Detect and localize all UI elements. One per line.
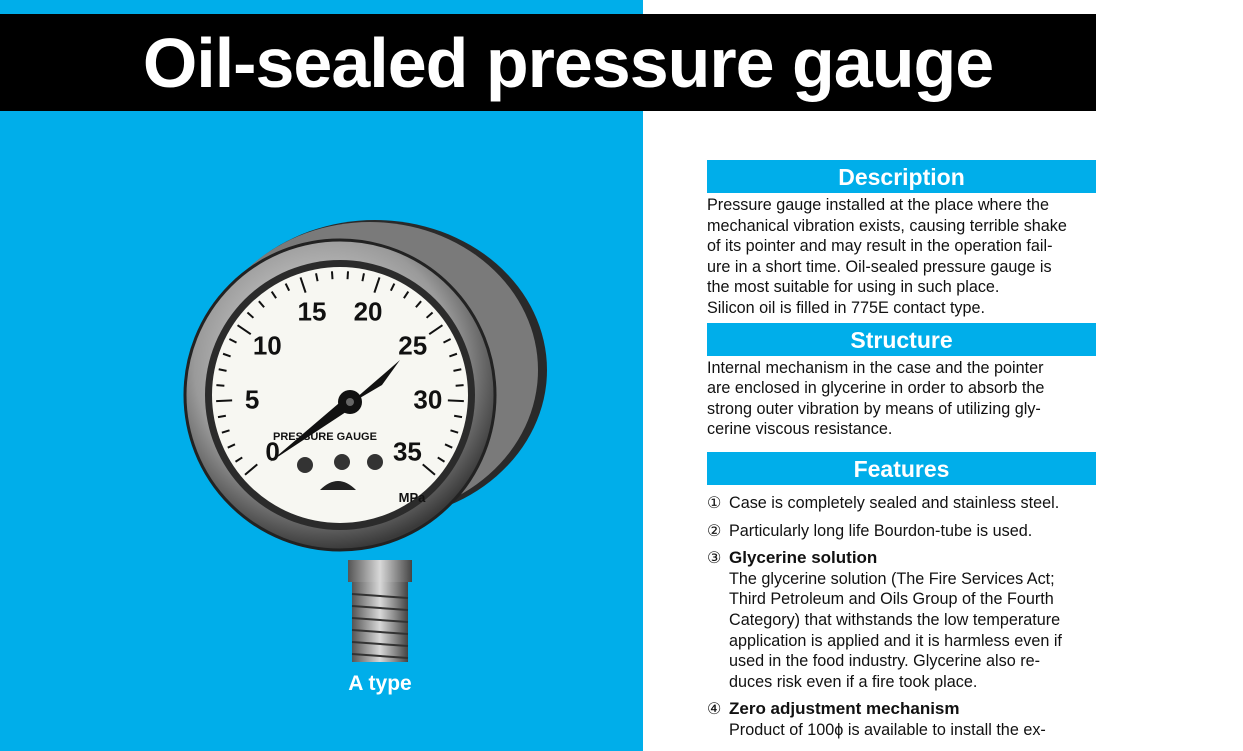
scale-label: 0: [265, 436, 280, 467]
scale-tick: [218, 416, 226, 417]
structure-heading: Structure: [707, 323, 1096, 356]
title-banner: [0, 14, 1096, 111]
features-heading: Features: [707, 452, 1096, 485]
feature-number: ②: [707, 521, 722, 540]
feature-text: Particularly long life Bourdon-tube is used.: [729, 521, 1033, 540]
description-heading: Description: [707, 160, 1096, 193]
pressure-gauge-illustration: [170, 210, 570, 670]
content-column: [707, 160, 1096, 740]
dial-unit: MPa: [398, 490, 426, 505]
scale-tick: [454, 416, 462, 417]
dial-text: PRESSURE GAUGE: [273, 431, 377, 443]
scale-label: 10: [252, 330, 282, 361]
feature-title: Zero adjustment mechanism: [729, 699, 960, 719]
scale-tick: [348, 271, 349, 279]
scale-label: 20: [353, 296, 383, 327]
feature-title: Glycerine solution: [729, 548, 878, 568]
feature-number: ③: [707, 549, 722, 568]
scale-tick: [332, 271, 333, 279]
feature-number: ④: [707, 700, 722, 719]
structure-text: Internal mechanism in the case and the pointer are enclosed in glycerine in order to absorb the strong outer vibration by means of utilizing gly- cerine viscous resistance.: [707, 358, 1045, 439]
gauge-photo: [170, 210, 570, 670]
scale-label: 15: [297, 296, 327, 327]
description-text: Pressure gauge installed at the place where the mechanical vibration exists, causing terrible shake of its pointer and may result in the operation fail- ure in a short time. Oil-sealed pressure gauge is the most suitable for using in such place. Silicon oil is filled in 775E contact type.: [707, 196, 1067, 317]
scale-label: 35: [392, 436, 422, 467]
scale-tick: [456, 385, 464, 386]
feature-text: Case is completely sealed and stainless steel.: [729, 493, 1060, 512]
scale-tick: [448, 400, 464, 401]
feature-item: [707, 493, 1096, 514]
feature-item: ④ Zero adjustment mechanism Product of 100ϕ is available to install the ex-: [707, 699, 1096, 740]
scale-tick: [216, 400, 232, 401]
scale-label: 5: [244, 384, 260, 415]
image-caption: A type: [348, 672, 412, 695]
feature-number: ①: [707, 493, 722, 512]
feature-item: ③ Glycerine solution The glycerine solution (The Fire Services Act; Third Petroleum and Oils Group of the Fourth Category) that withstands the low temperature application is applied and it is harmless even if used in the food industry. Glycerine also re- duces risk even if a fire took place.: [707, 548, 1096, 692]
scale-label: 30: [413, 384, 443, 415]
feature-item: [707, 521, 1096, 542]
page-title: Oil-sealed pressure gauge: [142, 23, 994, 102]
scale-tick: [216, 385, 224, 386]
scale-label: 25: [398, 330, 428, 361]
